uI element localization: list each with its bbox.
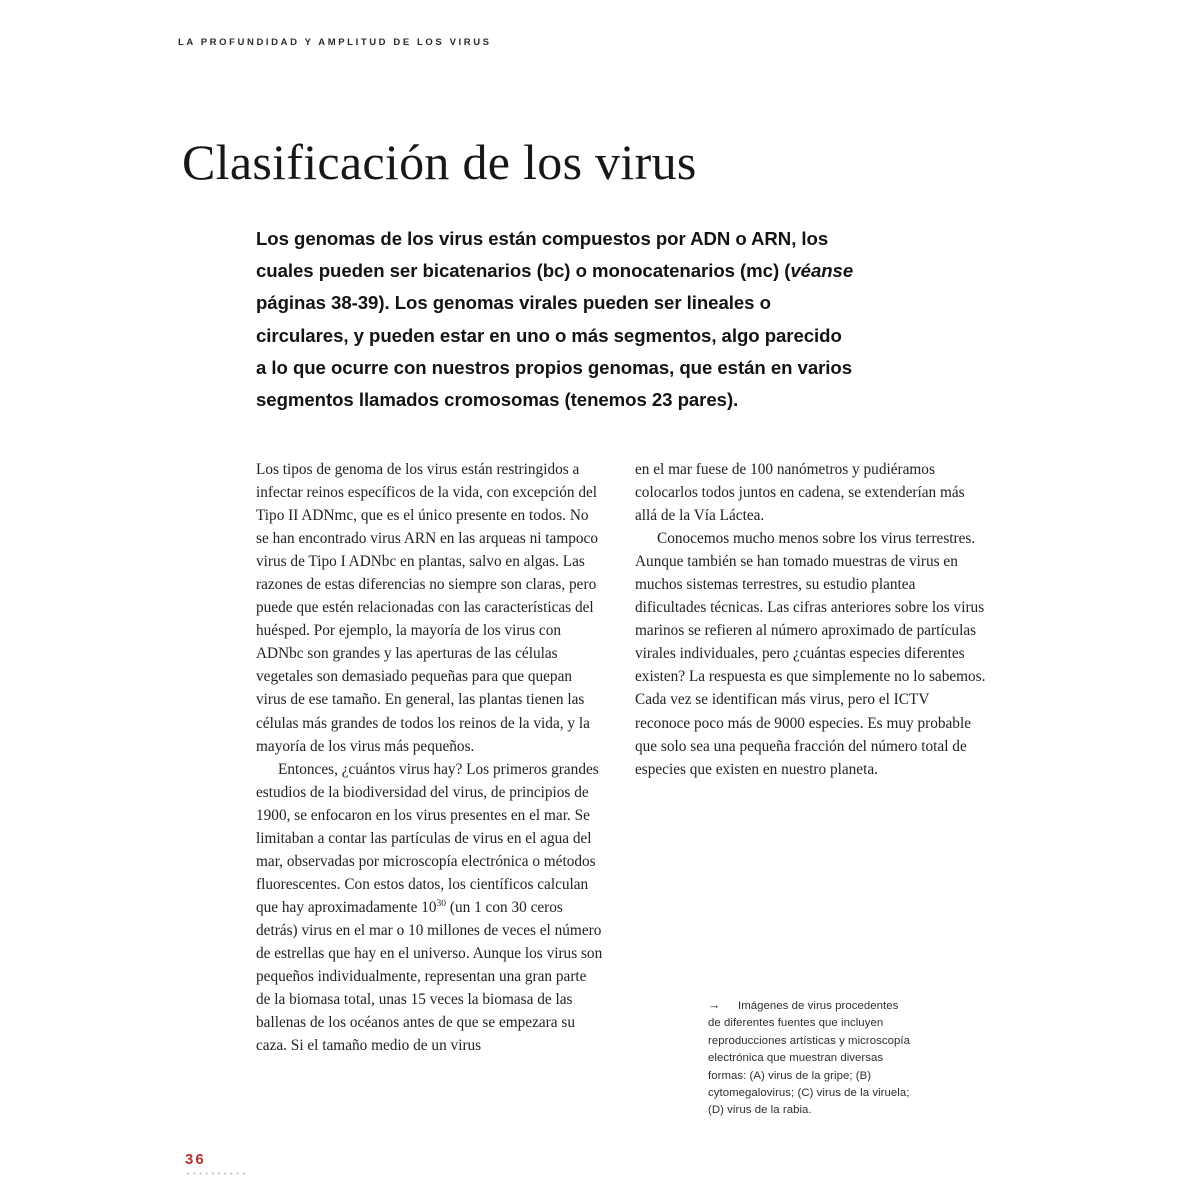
standfirst-part-2: páginas 38-39). Los genomas virales pueden ser lineales o circulares, y pueden estar en uno o más segmentos, algo parecido a lo que ocurre con nuestros propios genomas, que están en varios segmentos llamados cromosomas (tenemos 23 pares). bbox=[256, 292, 853, 411]
paragraph: Los tipos de genoma de los virus están restringidos a infectar reinos específicos de la vida, con excepción del Tipo II ADNmc, que es el único presente en todos. No se han encontrado virus ARN en las arqueas ni tampoco virus de Tipo I ADNbc en plantas, salvo en algas. Las razones de estas diferencias no siempre son claras, pero puede que estén relacionadas con las características del huésped. Por ejemplo, la mayoría de los virus con ADNbc son grandes y las aperturas de las células vegetales son demasiado pequeñas para que quepan virus de ese tamaño. En general, las plantas tienen las células más grandes de todos los reinos de la vida, y la mayoría de los virus más pequeños. bbox=[256, 461, 598, 755]
paragraph: Conocemos mucho menos sobre los virus terrestres. Aunque también se han tomado muestras de virus en muchos sistemas terrestres, su estudio plantea dificultades técnicas. Las cifras anteriores sobre los virus marinos se refieren al número aproximado de partículas virales individuales, pero ¿cuántas especies diferentes existen? La respuesta es que simplemente no lo sabemos. Cada vez se identifican más virus, pero el ICTV reconoce poco más de 9000 especies. Es muy probable que solo sea una pequeña fracción del número total de especies que existen en nuestro planeta. bbox=[635, 530, 986, 778]
paragraph: en el mar fuese de 100 nanómetros y pudiéramos colocarlos todos juntos en cadena, se extenderían más allá de la Vía Láctea. bbox=[635, 461, 965, 525]
paragraph-text-after-exponent: (un 1 con 30 ceros detrás) virus en el mar o 10 millones de veces el número de estrellas que hay en el universo. Aunque los virus son pequeños individualmente, representan una gran parte de la biomasa total, unas 15 veces la biomasa de las ballenas de los océanos antes de que se empezara su caza. Si el tamaño medio de un virus bbox=[256, 898, 603, 1055]
standfirst-part-1: Los genomas de los virus están compuestos por ADN o ARN, los cuales pueden ser bicatenarios (bc) o monocatenarios (mc) ( bbox=[256, 228, 829, 282]
arrow-right-icon: → bbox=[708, 998, 721, 1012]
page-title: Clasificación de los virus bbox=[182, 133, 697, 190]
body-column-right bbox=[635, 458, 987, 781]
page-number: 36 bbox=[185, 1151, 206, 1168]
running-head: LA PROFUNDIDAD Y AMPLITUD DE LOS VIRUS bbox=[178, 37, 492, 48]
body-column-left bbox=[256, 458, 604, 1057]
paragraph bbox=[256, 758, 604, 1058]
folio bbox=[185, 1152, 247, 1175]
folio-dotted-rule bbox=[185, 1172, 247, 1175]
paragraph-text-before-exponent: Entonces, ¿cuántos virus hay? Los primeros grandes estudios de la biodiversidad del virus, de principios de 1900, se enfocaron en los virus presentes en el mar. Se limitaban a contar las partículas de virus en el agua del mar, observadas por microscopía electrónica o métodos fluorescentes. Con estos datos, los científicos calculan que hay aproximadamente 10 bbox=[256, 760, 599, 916]
standfirst-italic-veanse: véanse bbox=[790, 260, 854, 282]
exponent-30: 30 bbox=[436, 898, 447, 909]
standfirst-intro bbox=[256, 223, 856, 416]
figure-caption bbox=[708, 997, 913, 1120]
figure-caption-text: Imágenes de virus procedentes de diferentes fuentes que incluyen reproducciones artísticas y microscopía electrónica que muestran diversas formas: (A) virus de la gripe; (B) cytomegalovirus; (C) virus de la viruela; (D) virus de la rabia. bbox=[708, 1000, 910, 1117]
